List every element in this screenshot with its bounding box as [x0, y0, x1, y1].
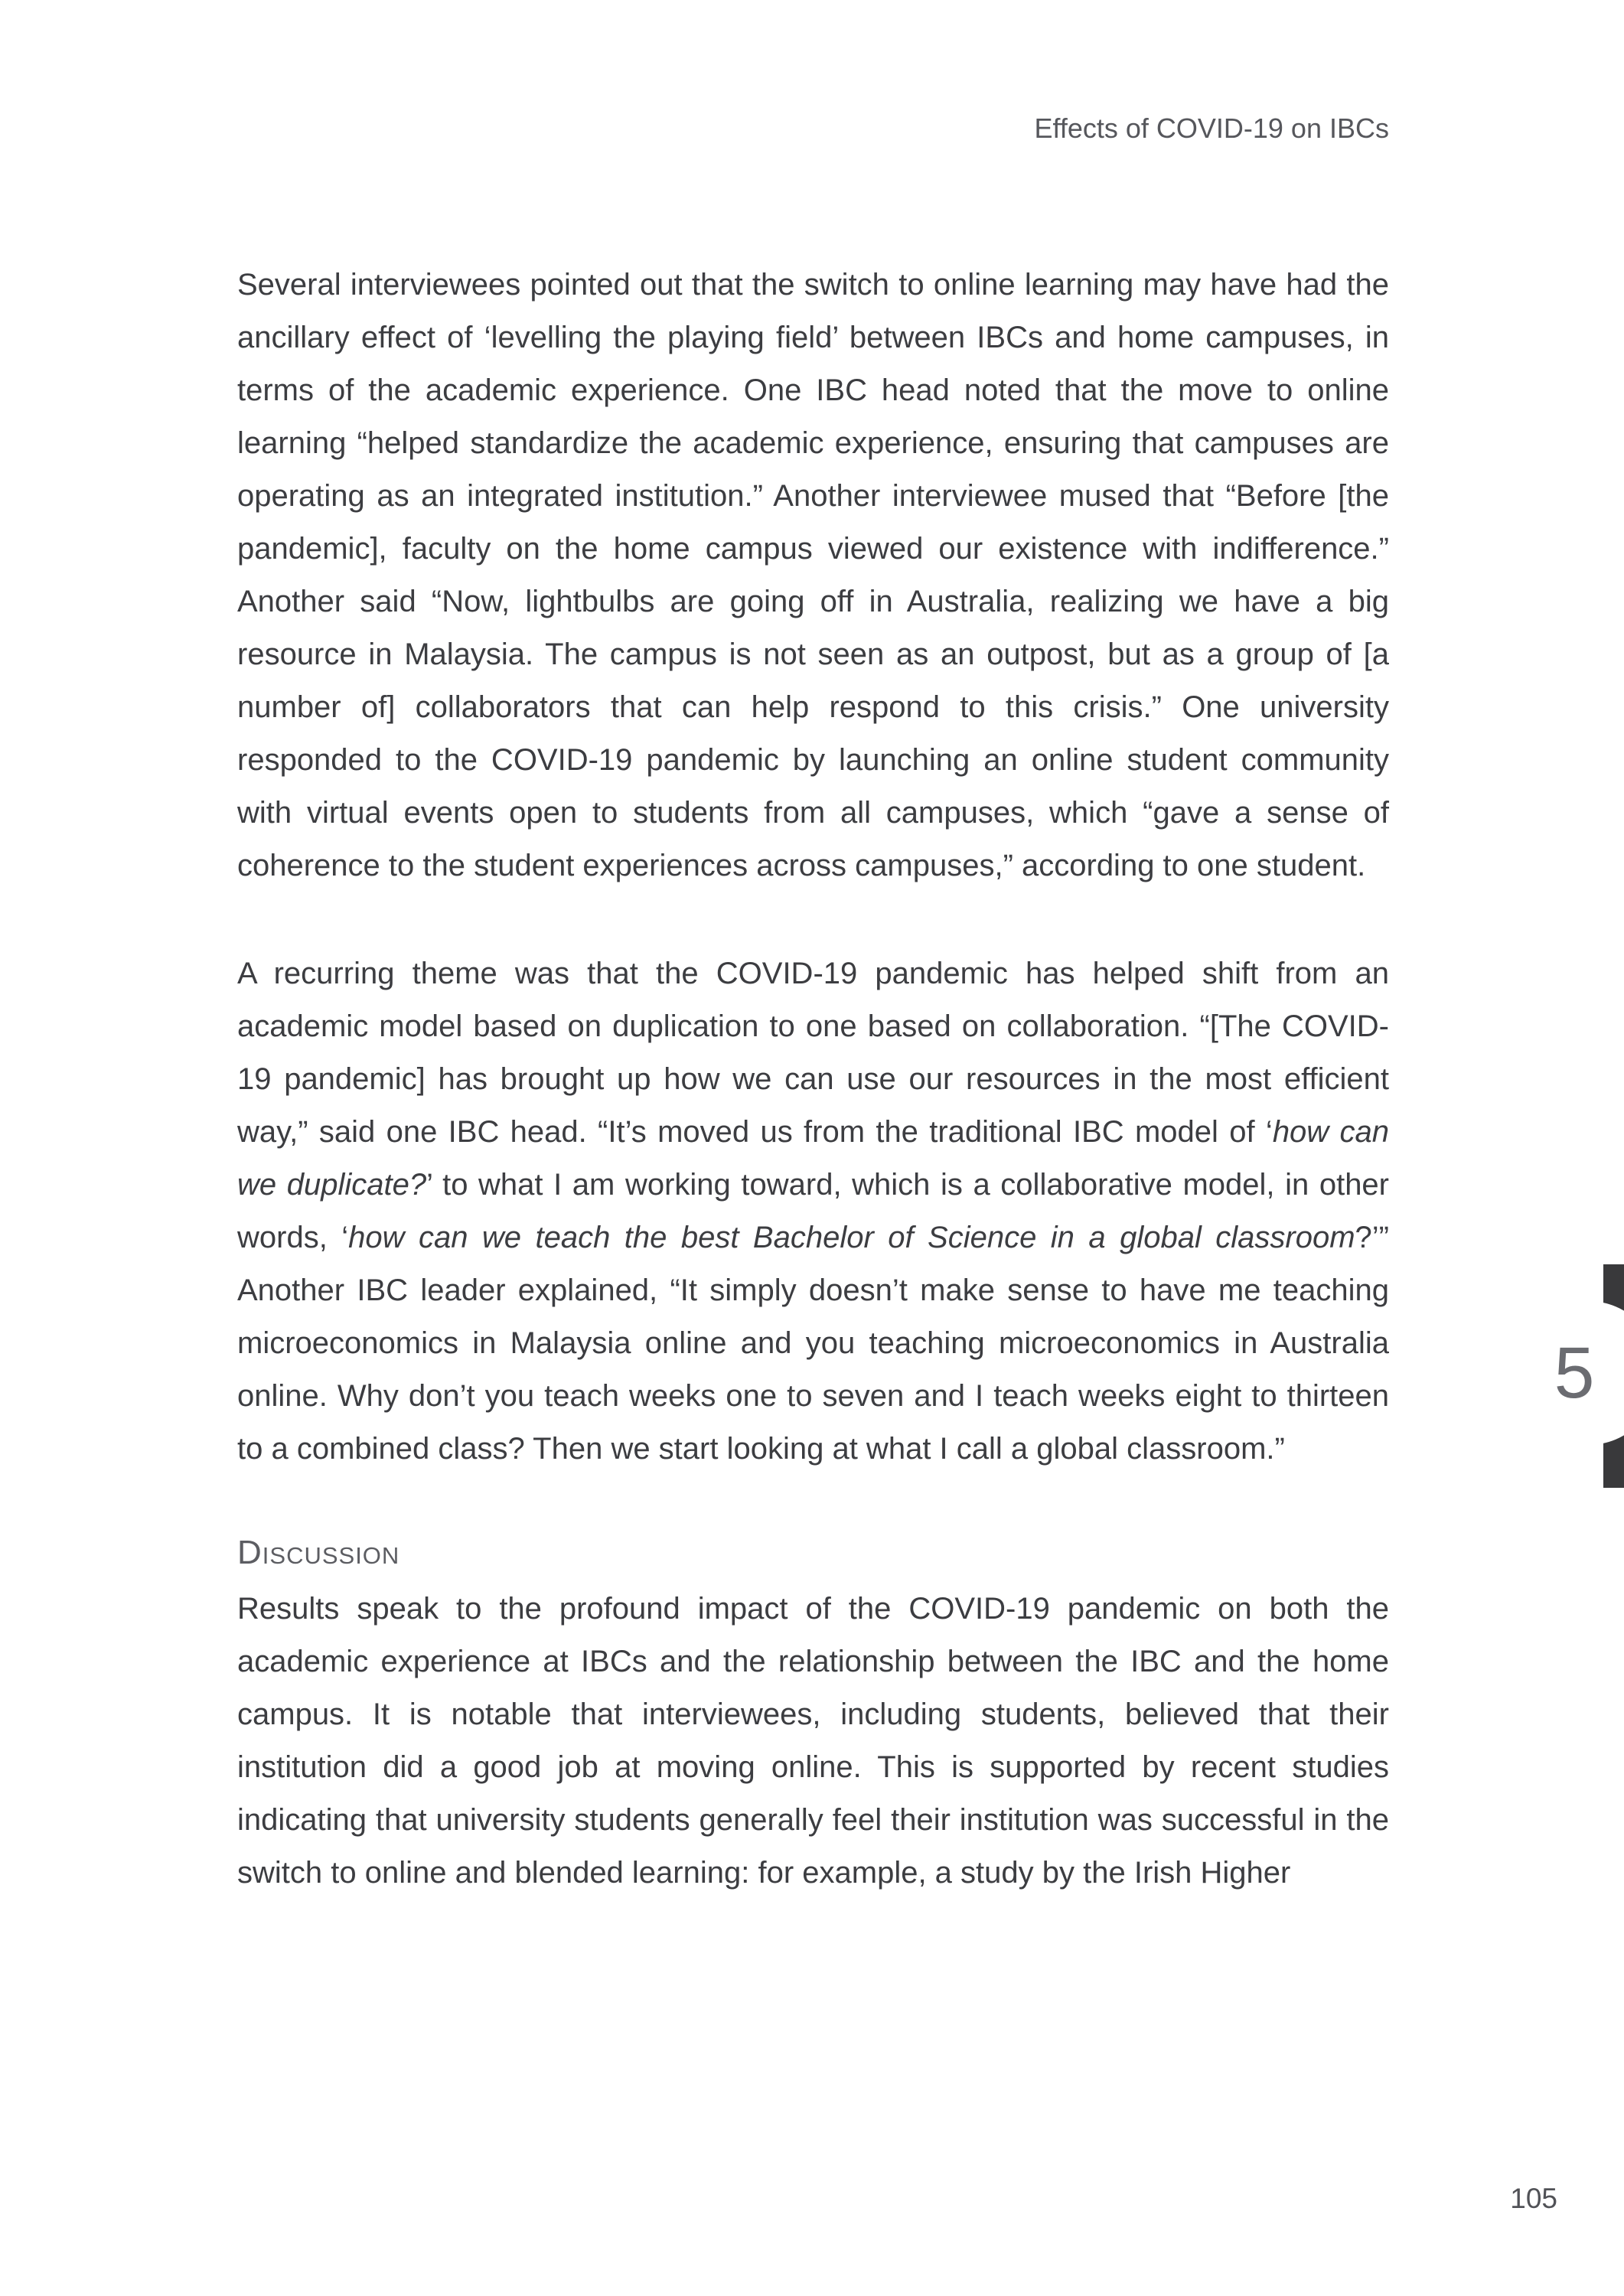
- text-block: [237, 259, 1389, 1900]
- paragraph-online-learning: Several interviewees pointed out that the switch to online learning may have had the ancillary effect of ‘levelling the playing field’ between IBCs and home campuses, in terms of the academic experience. One IBC head noted that the move to online learning “helped standardize the academic experience, ensuring that campuses are operating as an integrated institution.” Another interviewee mused that “Before [the pandemic], faculty on the home campus viewed our existence with indifference.” Another said “Now, lightbulbs are going off in Australia, realizing we have a big resource in Malaysia. The campus is not seen as an outpost, but as a group of [a number of] collaborators that can help respond to this crisis.” One university responded to the COVID-19 pandemic by launching an online student community with virtual events open to students from all campuses, which “gave a sense of coherence to the student experiences across campuses,” according to one student.: [237, 268, 1389, 882]
- italic-quote-duplicate: how can we duplicate?: [237, 1115, 1389, 1202]
- running-header: Effects of COVID-19 on IBCs: [1034, 113, 1389, 144]
- paragraph-collaboration: [237, 947, 1389, 1476]
- section-heading-discussion: Discussion: [237, 1534, 400, 1571]
- italic-quote-global-classroom: how can we teach the best Bachelor of Science in a global classroom: [348, 1221, 1355, 1254]
- page-number: 105: [1510, 2183, 1557, 2214]
- paragraph-text: ’ to what I am working toward, which is a collaborative model, in other words, ‘: [237, 1168, 1390, 1254]
- paragraph-text: A recurring theme was that the COVID-19 pandemic has helped shift from an academic model based on duplication to one based on collaboration. “[The COVID-19 pandemic] has brought up how we can use our resources in the most efficient way,” said one IBC head. “It’s moved us from the traditional IBC model of ‘: [237, 957, 1389, 1149]
- paragraph-text: ?’” Another IBC leader explained, “It simply doesn’t make sense to have me teaching microeconomics in Malaysia online and you teaching microeconomics in Australia online. Why don’t you teach weeks one to seven and I teach weeks eight to thirteen to a combined class? Then we start looking at what I call a global classroom.”: [237, 1221, 1389, 1466]
- paragraph-discussion: Results speak to the profound impact of the COVID-19 pandemic on both the academic experience at IBCs and the relationship between the IBC and the home campus. It is notable that interviewees, including students, believed that their institution did a good job at moving online. This is supported by recent studies indicating that university students generally feel their institution was successful in the switch to online and blended learning: for example, a study by the Irish Higher: [237, 1592, 1389, 1890]
- chapter-number-badge: [1516, 1301, 1624, 1445]
- chapter-number: 5: [1554, 1332, 1595, 1414]
